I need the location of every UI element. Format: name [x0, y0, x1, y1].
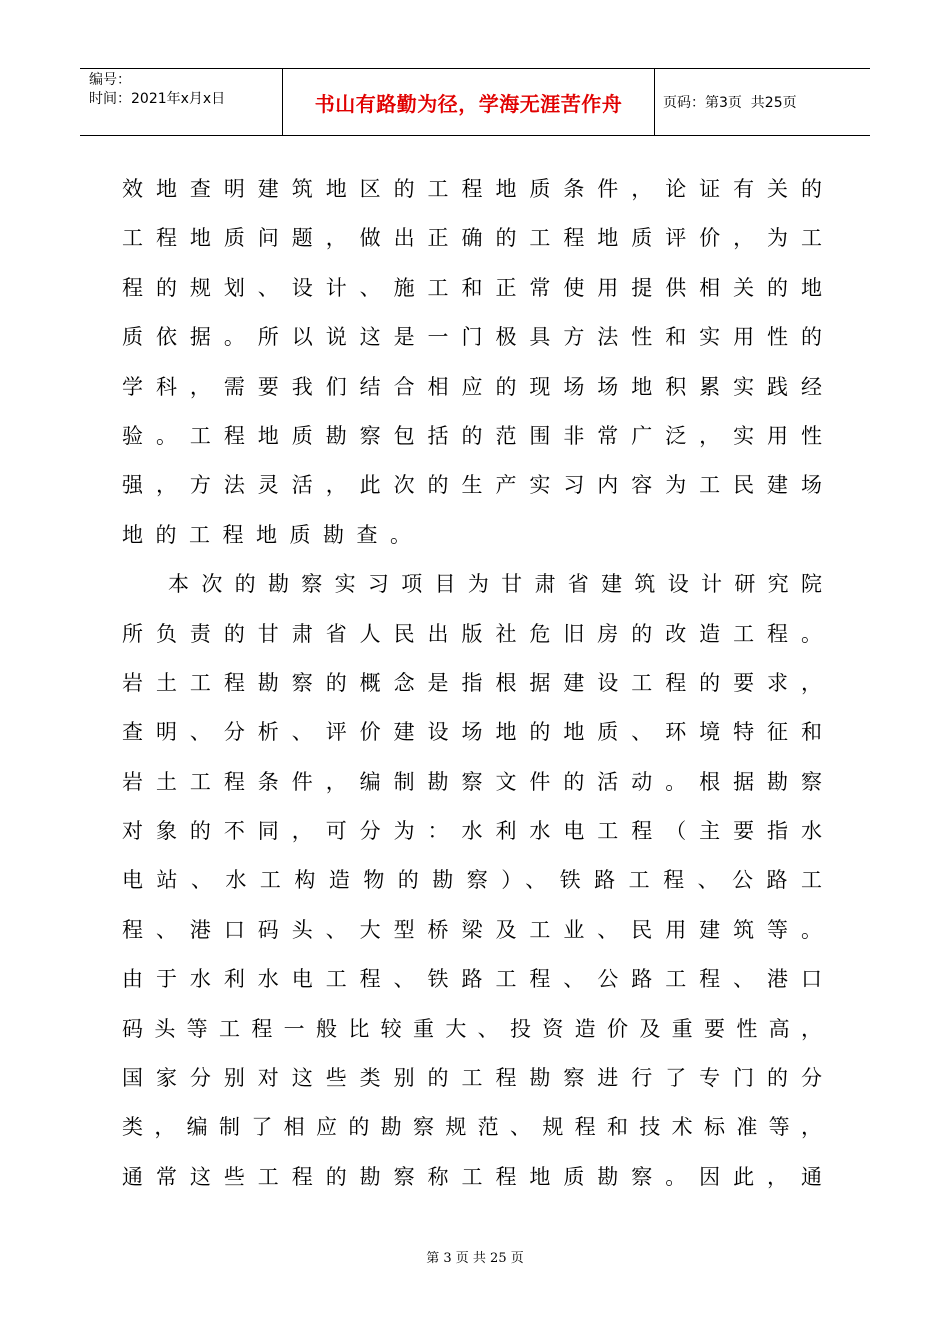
header-motto: 书山有路勤为径，学海无涯苦作舟 — [314, 91, 623, 116]
text-line: 码头等工程一般比较重大、投资造价及重要性高， — [122, 1016, 822, 1041]
page-header — [80, 68, 870, 136]
text-line: 对象的不同，可分为：水利水电工程（主要指水 — [122, 819, 822, 844]
header-divider-right — [654, 69, 655, 135]
page-footer: 第 3 页 共 25 页 — [426, 1251, 524, 1266]
text-line: 查明、分析、评价建设场地的地质、环境特征和 — [122, 720, 822, 745]
text-line: 程的规划、设计、施工和正常使用提供相关的地 — [122, 275, 822, 300]
text-line: 所负责的甘肃省人民出版社危旧房的改造工程。 — [122, 621, 822, 646]
text-line: 通常这些工程的勘察称工程地质勘察。因此，通 — [122, 1164, 822, 1189]
text-line: 程、港口码头、大型桥梁及工业、民用建筑等。 — [122, 917, 822, 942]
text-line: 验。工程地质勘察包括的范围非常广泛，实用性 — [122, 423, 822, 448]
text-line: 类，编制了相应的勘察规范、规程和技术标准等， — [122, 1115, 822, 1140]
text-line: 工程地质问题，做出正确的工程地质评价，为工 — [122, 226, 822, 251]
header-time-label: 时间：2021年x月x日 — [89, 91, 226, 107]
text-line: 质依据。所以说这是一门极具方法性和实用性的 — [122, 325, 822, 350]
text-line: 电站、水工构造物的勘察）、铁路工程、公路工 — [122, 868, 822, 893]
document-body — [122, 165, 822, 1202]
text-line: 效地查明建筑地区的工程地质条件，论证有关的 — [122, 177, 822, 201]
text-line: 学科，需要我们结合相应的现场场地积累实践经 — [122, 374, 822, 399]
header-meta — [89, 71, 225, 109]
text-line-paragraph-end: 地的工程地质勘查。 — [122, 522, 424, 547]
text-line: 国家分别对这些类别的工程勘察进行了专门的分 — [122, 1066, 822, 1091]
text-line: 岩土工程勘察的概念是指根据建设工程的要求， — [122, 670, 822, 695]
text-line: 由于水利水电工程、铁路工程、公路工程、港口 — [122, 967, 822, 992]
text-line: 强，方法灵活，此次的生产实习内容为工民建场 — [122, 473, 822, 498]
header-number-label: 编号： — [89, 72, 131, 88]
text-line-paragraph-start: 本次的勘察实习项目为甘肃省建筑设计研究院 — [168, 572, 822, 597]
header-page-info: 页码：第3页 共25页 — [663, 95, 797, 111]
text-line: 岩土工程条件，编制勘察文件的活动。根据勘察 — [122, 769, 822, 794]
